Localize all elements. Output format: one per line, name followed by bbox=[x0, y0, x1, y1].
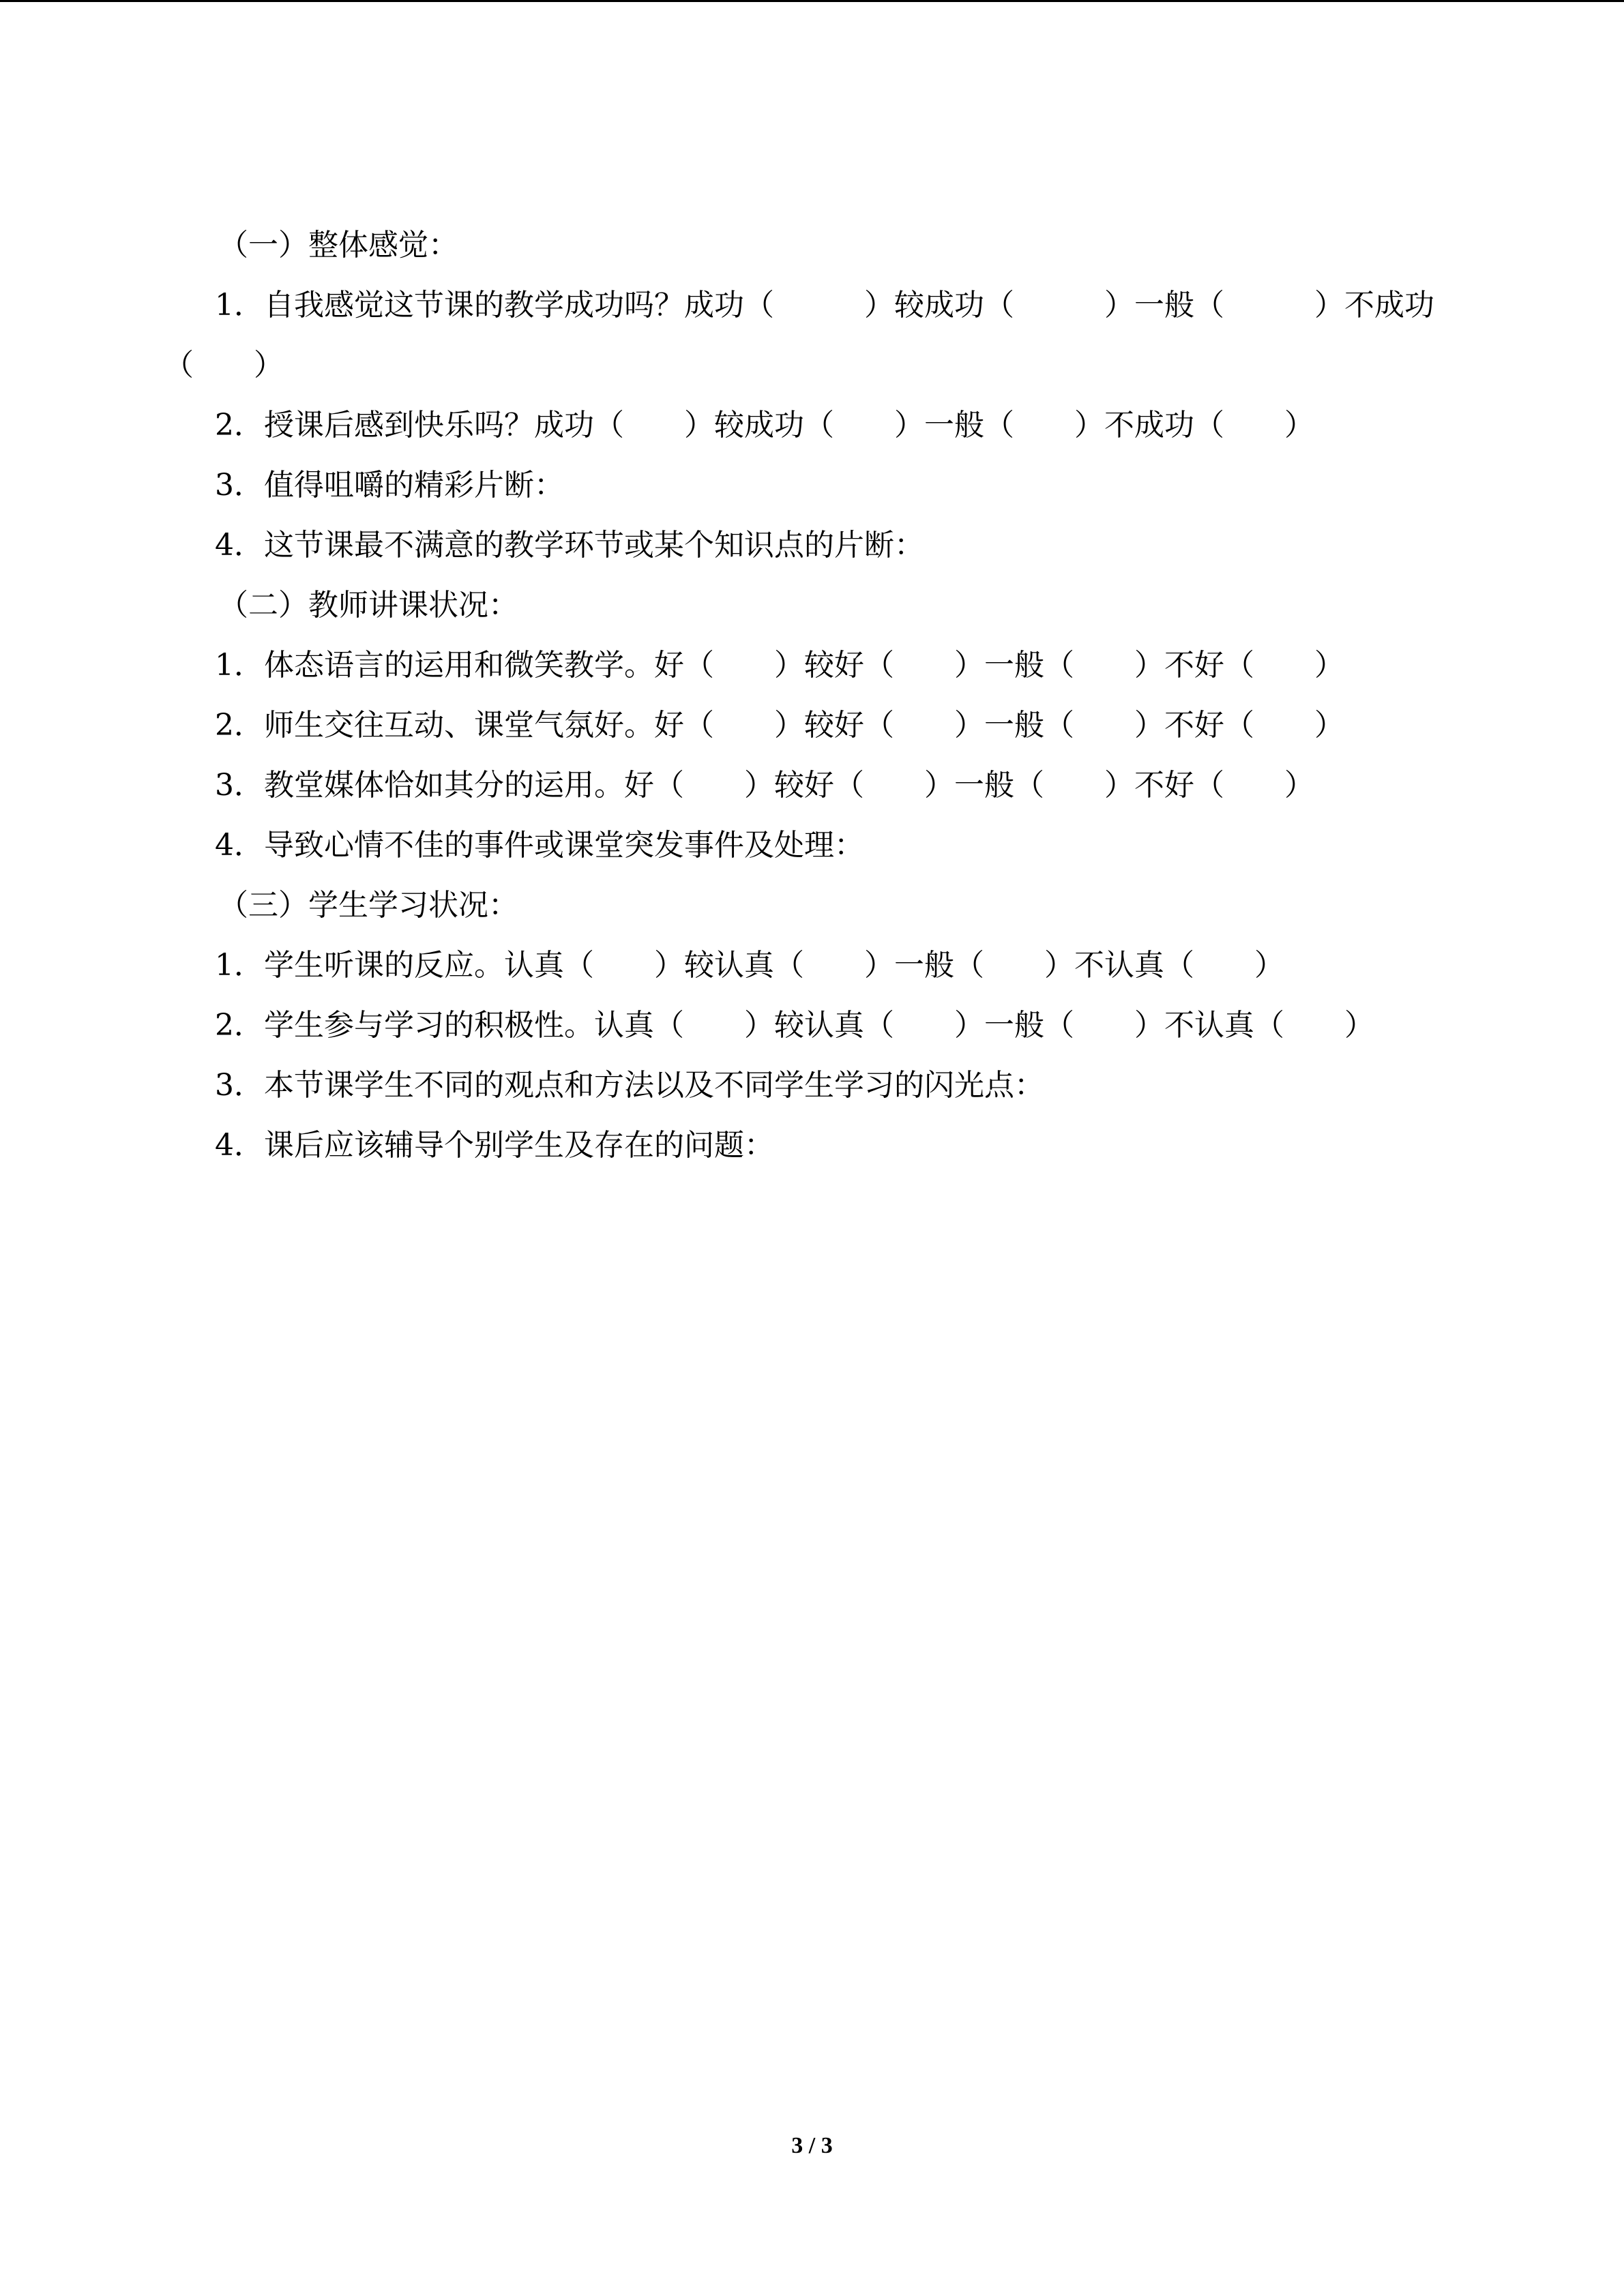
document-body bbox=[164, 215, 1480, 1176]
item-happy-after-class: 2．授课后感到快乐吗？成功（ ）较成功（ ）一般（ ）不成功（ ） bbox=[215, 408, 1314, 443]
item-student-viewpoints: 3．本节课学生不同的观点和方法以及不同学生学习的闪光点： bbox=[215, 1068, 1044, 1103]
item-least-satisfying-segment: 4．这节课最不满意的教学环节或某个知识点的片断： bbox=[215, 528, 924, 563]
item-incident-handling: 4．导致心情不佳的事件或课堂突发事件及处理： bbox=[215, 828, 864, 863]
item-body-language: 1．体态语言的运用和微笑教学。好（ ）较好（ ）一般（ ）不好（ ） bbox=[215, 648, 1344, 683]
item-teaching-success-continuation: （ ） bbox=[164, 348, 284, 383]
item-highlight-segment: 3．值得咀嚼的精彩片断： bbox=[215, 468, 564, 503]
item-interaction: 2．师生交往互动、课堂气氛好。好（ ）较好（ ）一般（ ）不好（ ） bbox=[215, 708, 1344, 743]
item-teaching-success: 1．自我感觉这节课的教学成功吗？成功（ ）较成功（ ）一般（ ）不成功 bbox=[215, 288, 1434, 323]
section-heading-students: （三）学生学习状况： bbox=[218, 888, 518, 923]
section-heading-overall: （一）整体感觉： bbox=[218, 228, 458, 263]
item-student-reaction: 1．学生听课的反应。认真（ ）较认真（ ）一般（ ）不认真（ ） bbox=[215, 948, 1284, 983]
item-media-use: 3．教堂媒体恰如其分的运用。好（ ）较好（ ）一般（ ）不好（ ） bbox=[215, 768, 1314, 803]
page-number: 3 / 3 bbox=[791, 2133, 833, 2158]
top-border-line bbox=[0, 0, 1624, 2]
item-tutoring-needs: 4．课后应该辅导个别学生及存在的问题： bbox=[215, 1128, 774, 1163]
section-heading-teacher: （二）教师讲课状况： bbox=[218, 588, 518, 623]
item-student-engagement: 2．学生参与学习的积极性。认真（ ）较认真（ ）一般（ ）不认真（ ） bbox=[215, 1008, 1374, 1043]
